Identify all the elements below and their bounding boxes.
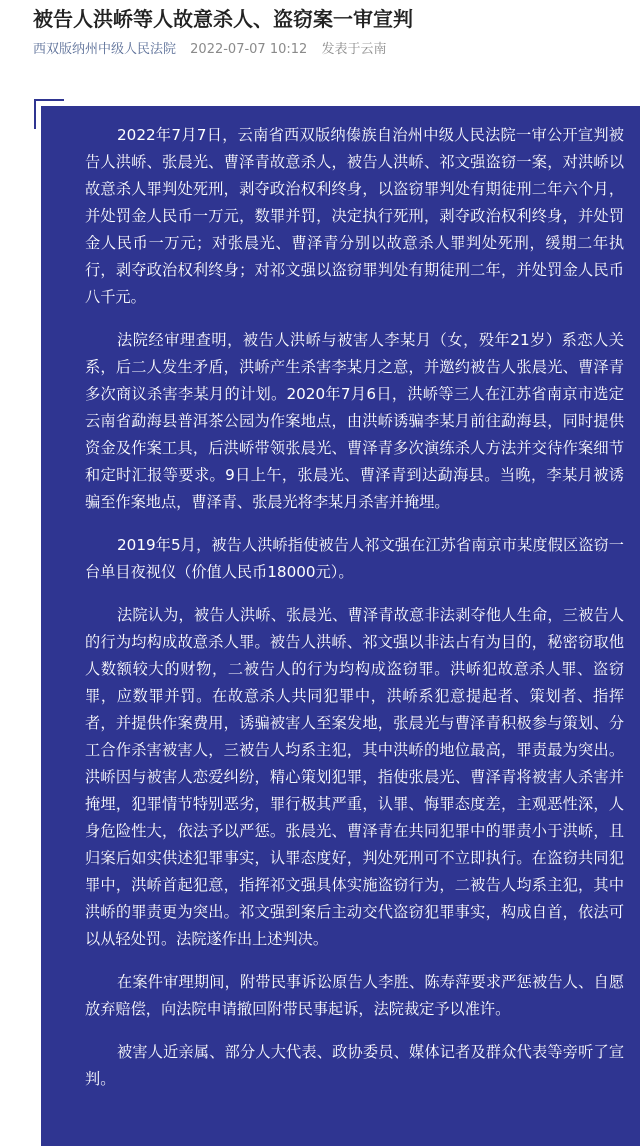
article-meta [33, 40, 396, 60]
article-timestamp: 2022-07-07 10:12 [190, 42, 308, 57]
article-title: 被告人洪峤等人故意杀人、盗窃案一审宣判 [33, 7, 413, 31]
article-paragraph: 2019年5月，被告人洪峤指使被告人祁文强在江苏省南京市某度假区盗窃一台单目夜视仪（价值人民币18000元）。 [85, 536, 624, 581]
article-source-link[interactable]: 西双版纳州中级人民法院 [33, 42, 177, 57]
article-paragraph: 在案件审理期间，附带民事诉讼原告人李胜、陈寿萍要求严惩被告人、自愿放弃赔偿，向法院申请撤回附带民事起诉，法院裁定予以准许。 [85, 973, 624, 1018]
article-paragraph: 被害人近亲属、部分人大代表、政协委员、媒体记者及群众代表等旁听了宣判。 [85, 1043, 624, 1088]
article-body-card [41, 106, 640, 1146]
article-paragraph: 2022年7月7日，云南省西双版纳傣族自治州中级人民法院一审公开宣判被告人洪峤、张晨光、曹泽青故意杀人，被告人洪峤、祁文强盗窃一案，对洪峤以故意杀人罪判处死刑，剥夺政治权利终身，以盗窃罪判处有期徒刑二年六个月，并处罚金人民币一万元，数罪并罚，决定执行死刑，剥夺政治权利终身，并处罚金人民币一万元；对张晨光、曹泽青分别以故意杀人罪判处死刑，缓期二年执行，剥夺政治权利终身；对祁文强以盗窃罪判处有期徒刑二年，并处罚金人民币八千元。 [85, 126, 624, 306]
article-location: 发表于云南 [321, 42, 387, 57]
article-paragraph: 法院认为，被告人洪峤、张晨光、曹泽青故意非法剥夺他人生命，三被告人的行为均构成故意杀人罪。被告人洪峤、祁文强以非法占有为目的，秘密窃取他人数额较大的财物，二被告人的行为均构成盗窃罪。洪峤犯故意杀人罪、盗窃罪，应数罪并罚。在故意杀人共同犯罪中，洪峤系犯意提起者、策划者、指挥者，并提供作案费用，诱骗被害人至案发地，张晨光与曹泽青积极参与策划、分工合作杀害被害人，三被告人均系主犯，其中洪峤的地位最高，罪责最为突出。洪峤因与被害人恋爱纠纷，精心策划犯罪，指使张晨光、曹泽青将被害人杀害并掩埋，犯罪情节特别恶劣，罪行极其严重，认罪、悔罪态度差，主观恶性深，人身危险性大，依法予以严惩。张晨光、曹泽青在共同犯罪中的罪责小于洪峤，且归案后如实供述犯罪事实，认罪态度好，判处死刑可不立即执行。在盗窃共同犯罪中，洪峤首起犯意，指挥祁文强具体实施盗窃行为，二被告人均系主犯，其中洪峤的罪责更为突出。祁文强到案后主动交代盗窃犯罪事实，构成自首，依法可以从轻处罚。法院遂作出上述判决。 [85, 606, 624, 948]
article-paragraph: 法院经审理查明，被告人洪峤与被害人李某月（女，殁年21岁）系恋人关系，后二人发生矛盾，洪峤产生杀害李某月之意，并邀约被告人张晨光、曹泽青多次商议杀害李某月的计划。2020年7月6日，洪峤等三人在江苏省南京市选定云南省勐海县普洱茶公园为作案地点，由洪峤诱骗李某月前往勐海县，同时提供资金及作案工具，后洪峤带领张晨光、曹泽青多次演练杀人方法并交待作案细节和定时汇报等要求。9日上午，张晨光、曹泽青到达勐海县。当晚，李某月被诱骗至作案地点，曹泽青、张晨光将李某月杀害并掩埋。 [85, 331, 624, 511]
